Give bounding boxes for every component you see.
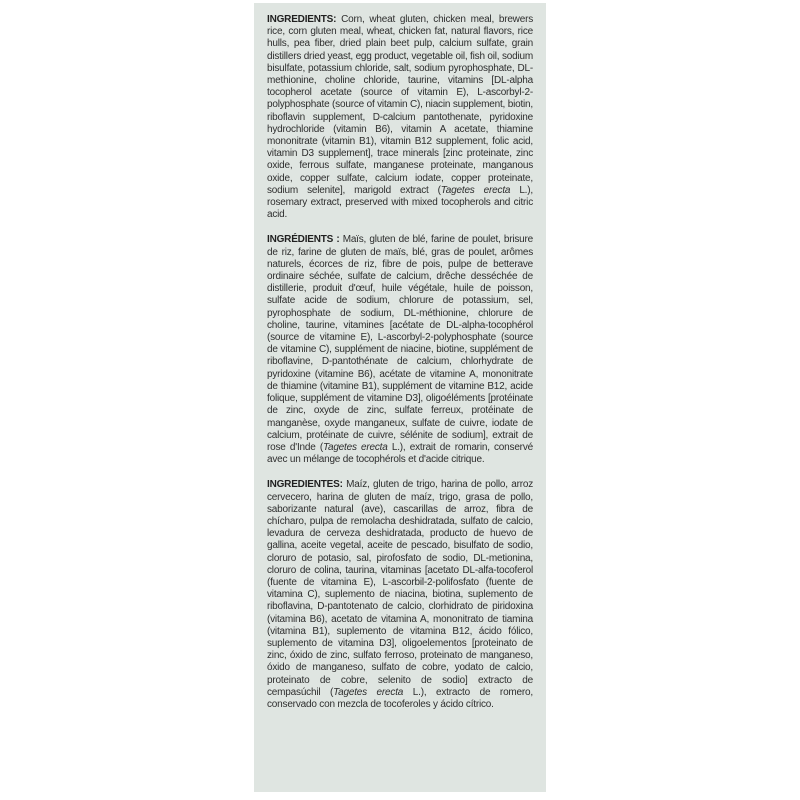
text-segment: Maíz, gluten de trigo, harina de pollo, arroz cervecero, harina de gluten de maíz, trigo, grasa de pollo, saborizante natural (ave), cascarillas de arroz, fibra de chícharo, pulpa de remolacha deshidratada, sulfato de calcio, levadura de cerveza deshidratada, producto de huevo de gallina, aceite vegetal, aceite de pescado, bisulfato de sodio, cloruro de potasio, sal, pirofosfato de sodio, DL-metionina, cloruro de colina, taurina, vitaminas [acetato DL-alfa-tocoferol (fuente de vitamina E), L-ascorbil-2-polifosfato (fuente de vitamina C), suplemento de niacina, biotina, suplemento de riboflavina, D-pantotenato de calcio, clorhidrato de piridoxina (vitamina B6), acetato de vitamina A, mononitrato de tiamina (vitamina B1), suplemento de vitamina B12, ácido fólico, suplemento de vitamina D3], oligoelementos [proteinato de zinc, óxido de zinc, sulfato ferroso, proteinato de manganeso, óxido de manganeso, sulfato de cobre, yodato de calcio, proteinato de cobre, selenito de sodio] extracto de cempasúchil ( [267,479,533,698]
ingredients-label-panel [254,3,546,792]
ingredients-heading-french: INGRÉDIENTS : [267,234,340,246]
ingredients-body-spanish [267,479,533,710]
ingredients-heading-spanish: INGREDIENTES: [267,479,343,491]
species-name-italic: Tagetes erecta [322,441,388,453]
species-name-italic: Tagetes erecta [333,686,404,698]
text-segment: Corn, wheat gluten, chicken meal, brewers rice, corn gluten meal, wheat, chicken fat, natural flavors, rice hulls, pea fiber, dried plain beet pulp, calcium sulfate, grain distillers dried yeast, egg product, vegetable oil, fish oil, sodium bisulfate, potassium chloride, salt, sodium pyrophosphate, DL-methionine, choline chloride, taurine, vitamins [DL-alpha tocopherol acetate (source of vitamin E), L-ascorbyl-2-polyphosphate (source of vitamin C), niacin supplement, biotin, riboflavin supplement, D-calcium pantothenate, pyridoxine hydrochloride (vitamin B6), vitamin A acetate, thiamine mononitrate (vitamin B1), vitamin B12 supplement, folic acid, vitamin D3 supplement], trace minerals [zinc proteinate, zinc oxide, ferrous sulfate, manganese proteinate, manganous oxide, copper sulfate, calcium iodate, copper proteinate, sodium selenite], marigold extract ( [267,14,533,196]
text-segment: Maïs, gluten de blé, farine de poulet, brisure de riz, farine de gluten de maïs, blé, gras de poulet, arômes naturels, écorces de riz, fibre de pois, pulpe de betterave ordinaire séchée, sulfate de calcium, drêche desséchée de distillerie, produit d'œuf, huile végétale, huile de poisson, sulfate acide de sodium, chlorure de potassium, sel, pyrophosphate de sodium, DL-méthionine, chlorure de choline, taurine, vitamines [acétate de DL-alpha-tocophérol (source de vitamine E), L-ascorbyl-2-polyphosphate (source de vitamine C), supplément de niacine, biotine, supplément de riboflavine, D-pantothénate de calcium, chlorhydrate de pyridoxine (vitamine B6), acétate de vitamine A, mononitrate de thiamine (vitamine B1), supplément de vitamine B12, acide folique, supplément de vitamine D3], oligoéléments [protéinate de zinc, oxyde de zinc, sulfate ferreux, protéinate de manganèse, oxyde manganeux, sulfate de cuivre, iodate de calcium, protéinate de cuivre, sélénite de sodium], extrait de rose d'Inde ( [267,234,533,453]
ingredients-body-french [267,234,533,465]
ingredients-paragraph-french [267,234,533,466]
ingredients-heading-english: INGREDIENTS: [267,14,337,25]
ingredients-paragraph-english [267,14,533,221]
text-segment: L.), extracto de romero, conservado con mezcla de tocoferoles y ácido cítrico. [267,686,533,710]
ingredients-body-english [267,14,533,220]
ingredients-paragraph-spanish [267,479,533,711]
text-segment: L.), extrait de romarin, conservé avec un mélange de tocophérols et d'acide citrique. [267,441,533,466]
species-name-italic: Tagetes erecta [440,184,511,196]
text-segment: L.), rosemary extract, preserved with mixed tocopherols and citric acid. [267,184,533,221]
